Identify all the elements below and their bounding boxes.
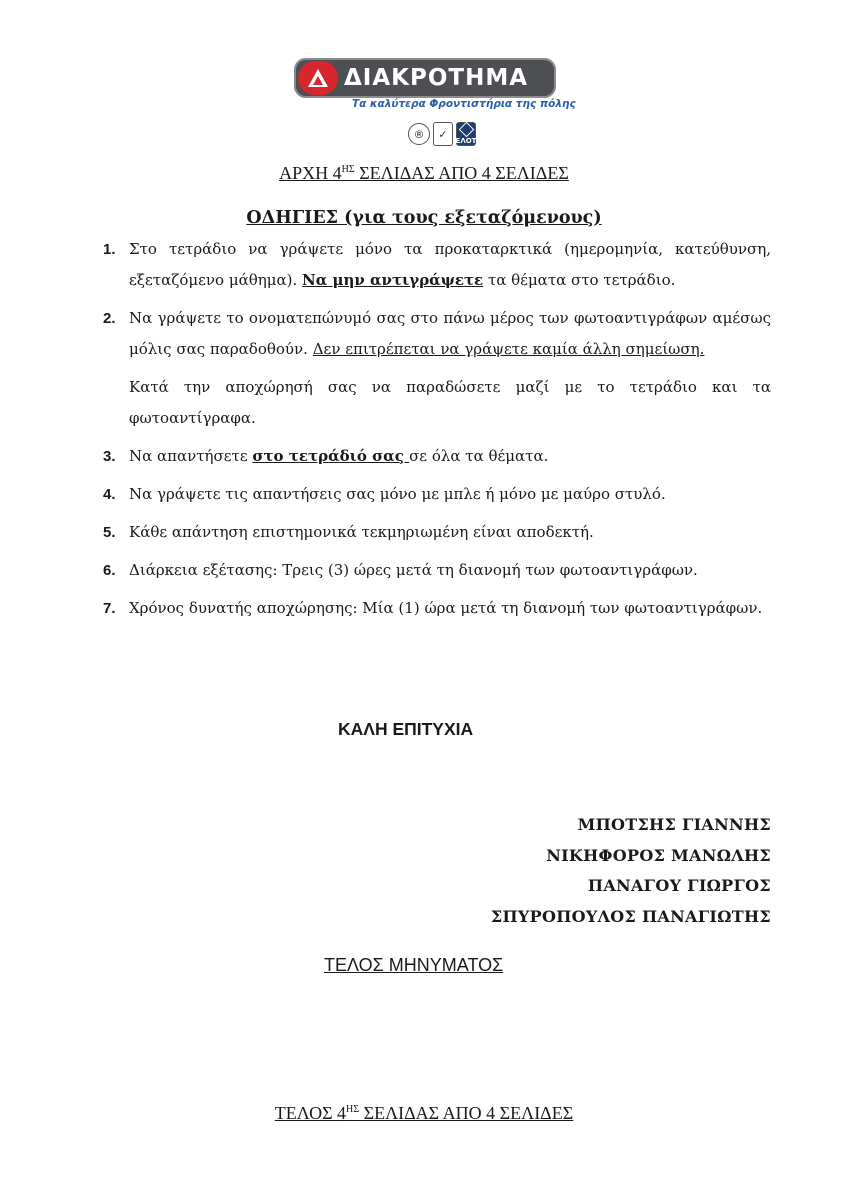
signer-name: ΣΠΥΡΟΠΟΥΛΟΣ ΠΑΝΑΓΙΩΤΗΣ: [490, 906, 771, 926]
page-start-suffix: ΣΕΛΙΔΑΣ ΑΠΟ 4 ΣΕΛΙΔΕΣ: [354, 163, 569, 183]
item-text: Κάθε απάντηση επιστημονικά τεκμηριωμένη είναι αποδεκτή.: [129, 523, 594, 541]
item-text: Στο τετράδιο να γράψετε μόνο τα προκαταρκτικά (ημερομηνία, κατεύθυνση, εξεταζόμενο μάθημα). Να μην αντιγράψετε τα θέματα στο τετράδιο.: [129, 240, 771, 289]
list-item: [103, 555, 771, 586]
item-emphasis: στο τετράδιό σας: [252, 447, 410, 465]
page-end-prefix: ΤΕΛΟΣ 4: [274, 1103, 347, 1123]
item-number: 2.: [103, 310, 116, 327]
item-text: Να γράψετε το ονοματεπώνυμό σας στο πάνω μέρος των φωτοαντιγράφων αμέσως μόλις σας παραδοθούν. Δεν επιτρέπεται να γράψετε καμία άλλη σημείωση.: [129, 309, 771, 358]
elot-label: ΕΛΟΤ: [455, 136, 477, 145]
item-extra-paragraph: Κατά την αποχώρησή σας να παραδώσετε μαζί με το τετράδιο και τα φωτοαντίγραφα.: [129, 378, 771, 427]
instructions-list: [103, 234, 771, 631]
signer-name: ΜΠΟΤΣΗΣ ΓΙΑΝΝΗΣ: [577, 815, 771, 834]
list-item: [103, 479, 771, 510]
delta-logo-icon: [298, 61, 338, 95]
item-text: Να απαντήσετε στο τετράδιό σας σε όλα τα θέματα.: [129, 447, 549, 465]
list-item: [103, 593, 771, 624]
end-of-message: ΤΕΛΟΣ ΜΗΝΥΜΑΤΟΣ: [324, 955, 504, 975]
registered-mark-icon: ®: [408, 123, 430, 145]
item-text: Διάρκεια εξέτασης: Τρεις (3) ώρες μετά τη διανομή των φωτοαντιγράφων.: [129, 561, 698, 579]
logo-badge: [294, 58, 556, 98]
item-number: 5.: [103, 524, 116, 541]
item-number: 3.: [103, 448, 116, 465]
page-start-heading: [0, 163, 848, 184]
signer-name: ΝΙΚΗΦΟΡΟΣ ΜΑΝΩΛΗΣ: [546, 845, 771, 865]
elot-certification-icon: [456, 122, 476, 146]
list-item: [103, 441, 771, 472]
signers-block: [491, 810, 771, 932]
item-number: 6.: [103, 562, 116, 579]
list-item: [103, 517, 771, 548]
item-emphasis: Να μην αντιγράψετε: [302, 271, 484, 289]
item-number: 7.: [103, 600, 116, 617]
page-start-sup: ΗΣ: [341, 164, 355, 175]
page-start-prefix: ΑΡΧΗ 4: [279, 163, 342, 183]
item-text: Χρόνος δυνατής αποχώρησης: Μία (1) ώρα μετά τη διανομή των φωτοαντιγράφων.: [129, 599, 763, 617]
item-underlined: Δεν επιτρέπεται να γράψετε καμία άλλη σημείωση.: [312, 340, 705, 358]
signer-name: ΠΑΝΑΓΟΥ ΓΙΩΡΓΟΣ: [587, 876, 771, 895]
company-logo: [294, 58, 576, 112]
item-number: 1.: [103, 241, 116, 258]
certification-badges: [408, 122, 476, 148]
logo-tagline: Τα καλύτερα Φροντιστήρια της πόλης: [352, 98, 576, 110]
list-item: [103, 234, 771, 296]
quality-check-icon: ✓: [433, 122, 453, 146]
page-end-heading: [0, 1103, 848, 1124]
instructions-title: ΟΔΗΓΙΕΣ (για τους εξεταζόμενους): [246, 208, 602, 228]
page-end-suffix: ΣΕΛΙΔΑΣ ΑΠΟ 4 ΣΕΛΙΔΕΣ: [359, 1103, 574, 1123]
logo-wordmark: ΔΙΑΚΡΟΤΗΜΑ: [344, 65, 529, 91]
list-item: [103, 303, 771, 365]
page-end-sup: ΗΣ: [346, 1104, 360, 1115]
item-number: 4.: [103, 486, 116, 503]
good-luck-heading: ΚΑΛΗ ΕΠΙΤΥΧΙΑ: [338, 719, 474, 739]
item-text: Να γράψετε τις απαντήσεις σας μόνο με μπλε ή μόνο με μαύρο στυλό.: [129, 485, 666, 503]
